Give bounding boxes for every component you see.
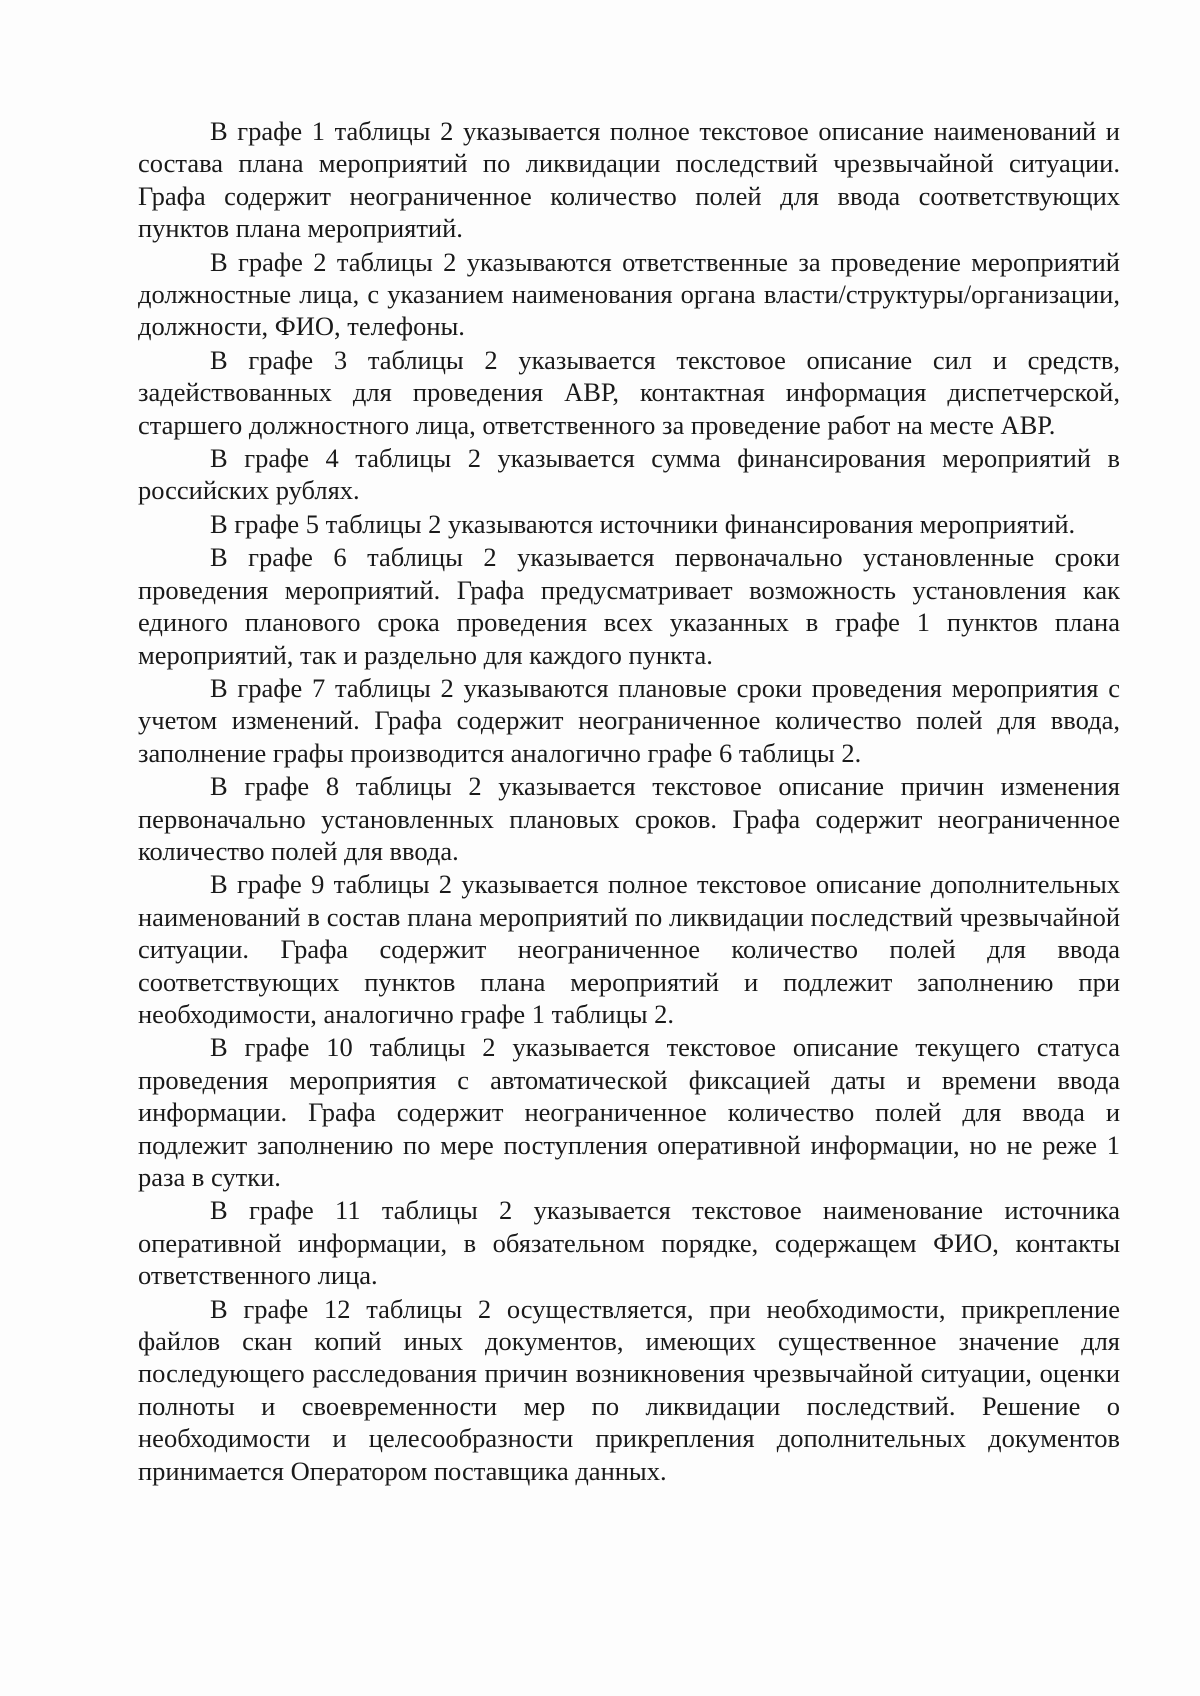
paragraph-column-5: В графе 5 таблицы 2 указываются источники финансирования мероприятий. [210,508,1076,539]
paragraph-column-10: В графе 10 таблицы 2 указывается текстовое описание текущего статуса проведения мероприятия с автоматической фиксацией даты и времени ввода информации. Графа содержит неограниченное количество полей для ввода и подлежит заполнению по мере поступления оперативной информации, но не реже 1 раза в сутки. [138,1032,1120,1192]
paragraph-column-7: В графе 7 таблицы 2 указываются плановые сроки проведения мероприятия с учетом изменений. Графа содержит неограниченное количество полей для ввода, заполнение графы производится аналогично графе 6 таблицы 2. [138,672,1120,768]
paragraph-column-11: В графе 11 таблицы 2 указывается текстовое наименование источника оперативной информации, в обязательном порядке, содержащем ФИО, контакты ответственного лица. [138,1195,1120,1291]
document-body [138,115,1120,1488]
paragraph-column-9: В графе 9 таблицы 2 указывается полное текстовое описание дополнительных наименований в состав плана мероприятий по ликвидации последствий чрезвычайной ситуации. Графа содержит неограниченное количество полей для ввода соответствующих пунктов плана мероприятий и подлежит заполнению при необходимости, аналогично графе 1 таблицы 2. [138,869,1120,1029]
paragraph-column-2: В графе 2 таблицы 2 указываются ответственные за проведение мероприятий должностные лица, с указанием наименования органа власти/структуры/организации, должности, ФИО, телефоны. [138,246,1120,342]
paragraph-column-12: В графе 12 таблицы 2 осуществляется, при необходимости, прикрепление файлов скан копий иных документов, имеющих существенное значение для последующего расследования причин возникновения чрезвычайной ситуации, оценки полноты и своевременности мер по ликвидации последствий. Решение о необходимости и целесообразности прикрепления дополнительных документов принимается Оператором поставщика данных. [138,1293,1120,1486]
paragraph-column-8: В графе 8 таблицы 2 указывается текстовое описание причин изменения первоначально установленных плановых сроков. Графа содержит неограниченное количество полей для ввода. [138,771,1120,866]
paragraph-column-1: В графе 1 таблицы 2 указывается полное текстовое описание наименований и состава плана мероприятий по ликвидации последствий чрезвычайной ситуации. Графа содержит неограниченное количество полей для ввода соответствующих пунктов плана мероприятий. [138,116,1120,244]
paragraph-column-3: В графе 3 таблицы 2 указывается текстовое описание сил и средств, задействованных для проведения АВР, контактная информация диспетчерской, старшего должностного лица, ответственного за проведение работ на месте АВР. [138,344,1120,440]
paragraph-column-6: В графе 6 таблицы 2 указывается первоначально установленные сроки проведения мероприятий. Графа предусматривает возможность установления как единого планового срока проведения всех указанных в графе 1 пунктов плана мероприятий, так и раздельно для каждого пункта. [138,542,1120,670]
paragraph-column-4: В графе 4 таблицы 2 указывается сумма финансирования мероприятий в российских рублях. [138,443,1120,506]
